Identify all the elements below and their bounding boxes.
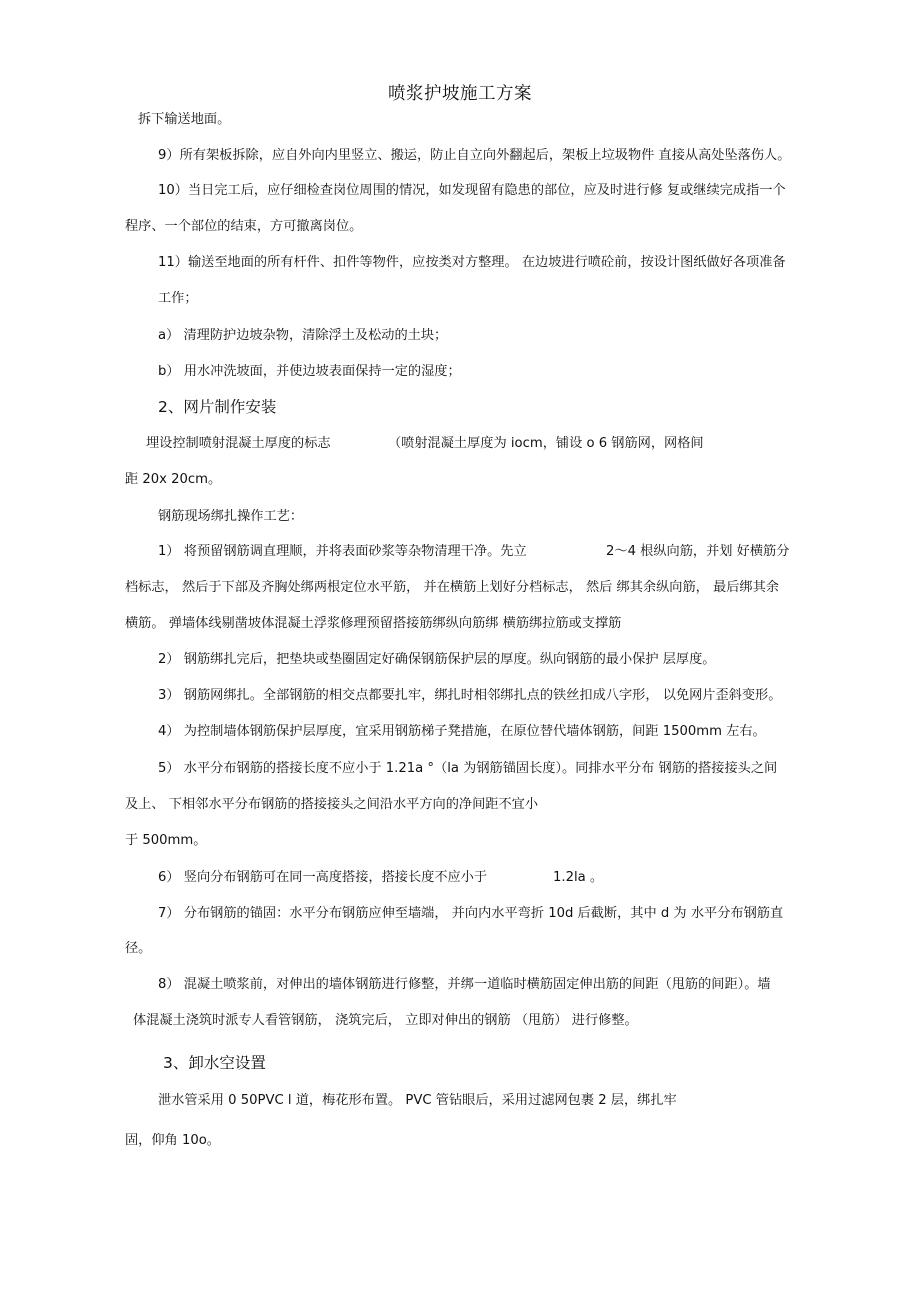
text-line: 1） 将预留钢筋调直理顺，并将表面砂浆等杂物清理干净。先立 (158, 544, 527, 559)
text-line: 8） 混凝土喷浆前，对伸出的墙体钢筋进行修整，并绑一道临时横筋固定伸出筋的间距（甩筋的间距）。墙 (158, 977, 771, 992)
text-line: 体混凝土浇筑时派专人看管钢筋， 浇筑完后， 立即对伸出的钢筋 （甩筋） 进行修整。 (133, 1013, 638, 1028)
section-heading: 3、卸水空设置 (163, 1054, 266, 1072)
text-line: 5） 水平分布钢筋的搭接长度不应小于 1.21a °（la 为钢筋锚固长度）。同排水平分布 钢筋的搭接接头之间 (158, 761, 778, 776)
text-line: 拆下输送地面。 (138, 112, 231, 127)
text-line: （喷射混凝土厚度为 iocm，铺设 o 6 钢筋网，网格间 (388, 436, 704, 451)
page-title: 喷浆护坡施工方案 (388, 84, 532, 104)
text-line: 程序、一个部位的结束，方可撤离岗位。 (125, 219, 363, 234)
text-line: 档标志， 然后于下部及齐胸处绑两根定位水平筋， 并在横筋上划好分档标志， 然后 绑其余纵向筋， 最后绑其余 (125, 580, 779, 595)
text-line: 3） 钢筋网绑扎。全部钢筋的相交点都要扎牢，绑扎时相邻绑扎点的铁丝扣成八字形， 以免网片歪斜变形。 (158, 688, 782, 703)
text-line: 距 20x 20cm。 (125, 472, 222, 487)
text-line: 10）当日完工后，应仔细检查岗位周围的情况，如发现留有隐患的部位，应及时进行修 复或继续完成指一个 (158, 183, 786, 198)
text-line: 2） 钢筋绑扎完后，把垫块或垫圈固定好确保钢筋保护层的厚度。纵向钢筋的最小保护 层厚度。 (158, 652, 716, 667)
text-line: 工作； (158, 291, 198, 306)
text-line: 9）所有架板拆除，应自外向内里竖立、搬运，防止自立向外翻起后，架板上垃圾物件 直接从高处坠落伤人。 (158, 148, 791, 163)
text-line: 11）输送至地面的所有杆件、扣件等物件，应按类对方整理。 在边坡进行喷砼前，按设计图纸做好各项准备 (158, 255, 786, 270)
text-line: 及上、 下相邻水平分布钢筋的搭接接头之间沿水平方向的净间距不宜小 (125, 797, 539, 812)
text-line: a） 清理防护边坡杂物，清除浮土及松动的土块； (158, 328, 448, 343)
text-line: 埋设控制喷射混凝土厚度的标志 (146, 436, 331, 451)
text-line: 径。 (125, 941, 152, 956)
text-line: 横筋。 弹墙体线剔凿坡体混凝土浮浆修理预留搭接筋绑纵向筋绑 横筋绑拉筋或支撑筋 (125, 616, 622, 631)
text-line: 泄水管采用 0 50PVC l 道，梅花形布置。 PVC 管钻眼后，采用过滤网包裹 2 层，绑扎牢 (158, 1093, 677, 1108)
text-line: 6） 竖向分布钢筋可在同一高度搭接，搭接长度不应小于 (158, 870, 488, 885)
text-line: 固，仰角 10o。 (125, 1133, 220, 1148)
text-line: 1.2la 。 (553, 870, 604, 885)
text-line: 于 500mm。 (125, 833, 207, 848)
text-line: 钢筋现场绑扎操作工艺： (158, 509, 304, 524)
text-line: 7） 分布钢筋的锚固：水平分布钢筋应伸至墙端， 并向内水平弯折 10d 后截断，其中 d 为 水平分布钢筋直 (158, 906, 784, 921)
section-heading: 2、网片制作安装 (158, 398, 277, 416)
text-line: b） 用水冲洗坡面，并使边坡表面保持一定的湿度； (158, 364, 461, 379)
text-line: 2〜4 根纵向筋，并划 好横筋分 (606, 544, 790, 559)
text-line: 4） 为控制墙体钢筋保护层厚度，宜采用钢筋梯子凳措施，在原位替代墙体钢筋，间距 1500mm 左右。 (158, 724, 766, 739)
